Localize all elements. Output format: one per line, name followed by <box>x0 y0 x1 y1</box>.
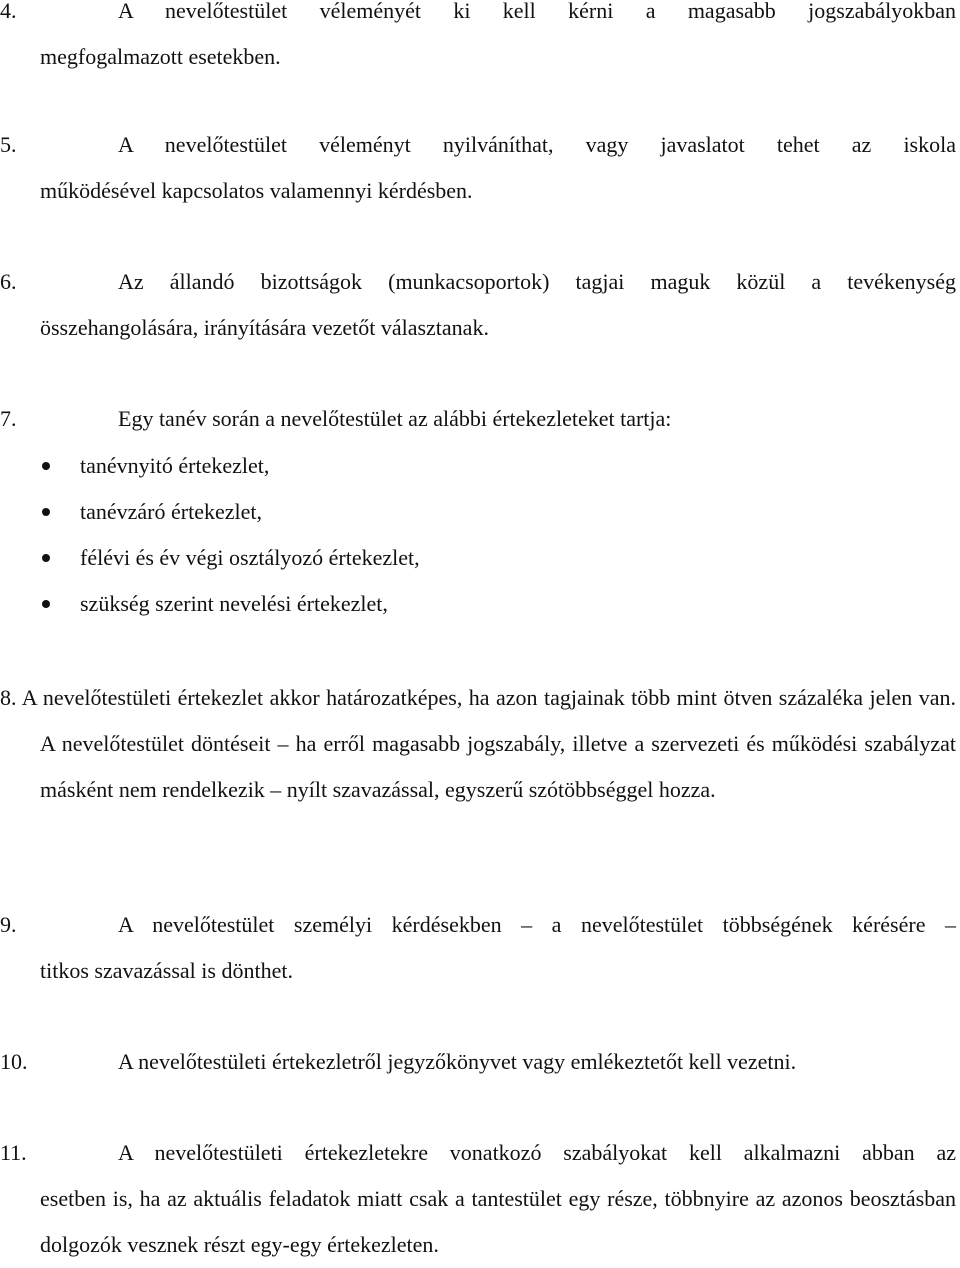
item-number: 9. <box>0 912 17 937</box>
item-first-line: A nevelőtestület személyi kérdésekben – a nevelőtestület többségének kérésére – <box>118 912 956 937</box>
item-number: 6. <box>0 269 17 294</box>
list-item-5 <box>0 122 956 214</box>
list-item-4 <box>0 0 956 80</box>
list-item-7 <box>0 396 956 442</box>
bullet-item: tanévzáró értekezlet, <box>0 489 956 535</box>
item-continuation: működésével kapcsolatos valamennyi kérdésben. <box>40 178 473 203</box>
item-first-line: A nevelőtestületi értekezletről jegyzőkönyvet vagy emlékeztetőt kell vezetni. <box>118 1049 797 1074</box>
meeting-types-list <box>0 443 956 627</box>
item-number: 11. <box>0 1140 27 1165</box>
list-item-10 <box>0 1039 956 1085</box>
item-continuation: titkos szavazással is dönthet. <box>40 958 293 983</box>
bullet-item: szükség szerint nevelési értekezlet, <box>0 581 956 627</box>
list-item-8 <box>0 675 956 813</box>
list-item-11 <box>0 1130 956 1268</box>
bullet-item: félévi és év végi osztályozó értekezlet, <box>0 535 956 581</box>
item-number: 5. <box>0 132 17 157</box>
bullet-item: tanévnyitó értekezlet, <box>0 443 956 489</box>
item-number: 10. <box>0 1049 28 1074</box>
item-first-line: A nevelőtestület véleményt nyilváníthat, vagy javaslatot tehet az iskola <box>118 132 956 157</box>
item-paragraph: 8. A nevelőtestületi értekezlet akkor határozatképes, ha azon tagjainak több mint ötven százaléka jelen van. A nevelőtestület döntéseit – ha erről magasabb jogszabály, illetve a szervezeti és működési szabályzat másként nem rendelkezik – nyílt szavazással, egyszerű szótöbbséggel hozza. <box>0 685 956 802</box>
list-item-9 <box>0 902 956 994</box>
item-first-line: A nevelőtestületi értekezletekre vonatkozó szabályokat kell alkalmazni abban az <box>118 1140 956 1165</box>
bullet-icon <box>42 508 50 516</box>
item-continuation: esetben is, ha az aktuális feladatok miatt csak a tantestület egy része, többnyire az azonos beosztásban dolgozók vesznek részt egy-egy értekezleten. <box>40 1186 956 1257</box>
list-item-6 <box>0 259 956 351</box>
bullet-icon <box>42 600 50 608</box>
item-continuation: megfogalmazott esetekben. <box>40 44 281 69</box>
item-number: 4. <box>0 0 17 23</box>
bullet-icon <box>42 462 50 470</box>
item-number: 7. <box>0 406 17 431</box>
item-first-line: Az állandó bizottságok (munkacsoportok) tagjai maguk közül a tevékenység <box>118 269 956 294</box>
item-continuation: összehangolására, irányítására vezetőt választanak. <box>40 315 489 340</box>
item-first-line: Egy tanév során a nevelőtestület az alábbi értekezleteket tartja: <box>118 406 672 431</box>
bullet-icon <box>42 554 50 562</box>
item-first-line: A nevelőtestület véleményét ki kell kérni a magasabb jogszabályokban <box>118 0 956 23</box>
